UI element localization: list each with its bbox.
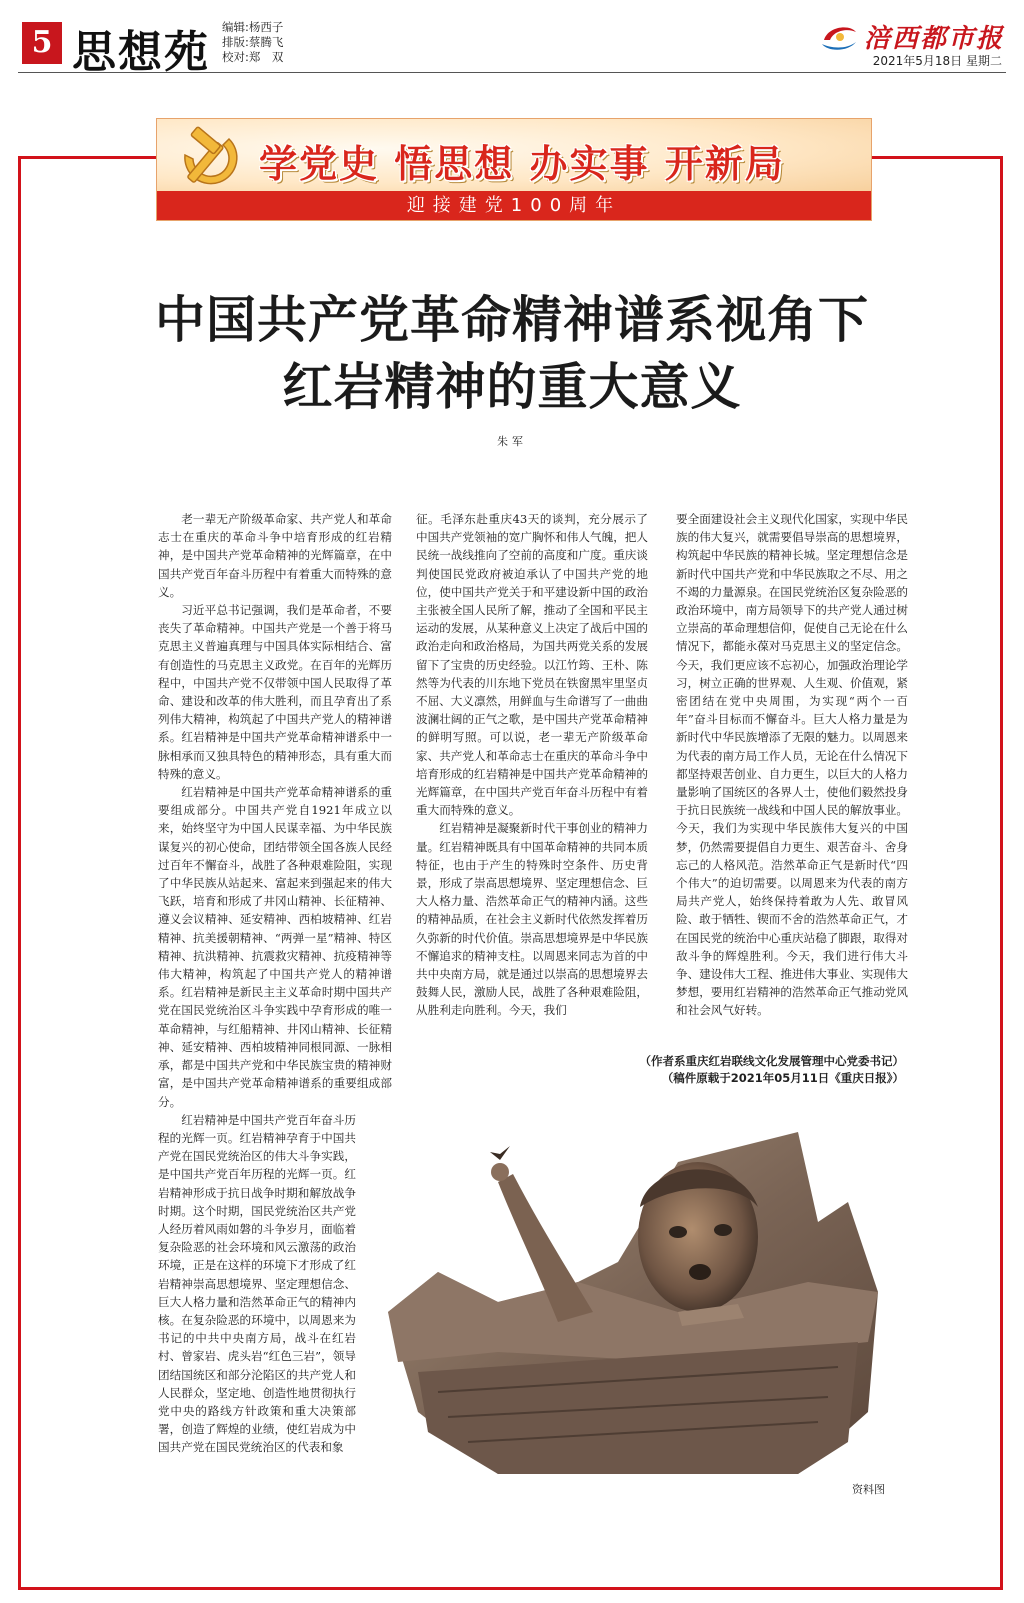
paragraph: 征。毛泽东赴重庆43天的谈判，充分展示了中国共产党领袖的宽广胸怀和伟人气魄，把人民统一战线推向了空前的高度和广度。重庆谈判使国民党政府被迫承认了中国共产党的地位，使中国共产党关于和平建设新中国的政治主张被全国人民所了解，推动了全国和平民主运动的发展，从某种意义上决定了战后中国的政治走向和政治格局，为国共两党关系的发展留下了宝贵的历史经验。以江竹筠、王朴、陈然等为代表的川东地下党员在铁窗黑牢里坚贞不屈、大义凛然，用鲜血与生命谱写了一曲曲波澜壮阔的正气之歌，是中国共产党革命精神的鲜明写照。可以说，老一辈无产阶级革命家、共产党人和革命志士在重庆的革命斗争中培育形成的红岩精神是中国共产党革命精神的光辉篇章，在中国共产党百年奋斗历程中有着重大而特殊的意义。 — [416, 512, 648, 818]
article-column-3 — [676, 510, 908, 1042]
source-note: （稿件原载于2021年05月11日《重庆日报》） — [661, 1071, 904, 1085]
paragraph: 红岩精神是中国共产党百年奋斗历程的光辉一页。红岩精神孕育于中国共产党在国民党统治区的伟大斗争实践，是中国共产党百年历程的光辉一页。红岩精神形成于抗日战争时期和解放战争时期。这个时期，国民党统治区共产党人经历着风雨如磐的斗争岁月，面临着复杂险恶的社会环境和风云激荡的政治环境，正是在这样的环境下才形成了红岩精神崇高思想境界、坚定理想信念、巨大人格力量和浩然革命正气的精神内核。在复杂险恶的环境中，以周恩来为书记的中共中央南方局，战斗在红岩村、曾家岩、虎头岩“红色三岩”，领导团结国统区和部分沦陷区的共产党人和人民群众，坚定地、创造性地贯彻执行党中央的路线方针政策和重大决策部署，创造了辉煌的业绩，使红岩成为中国共产党在国民党统治区的代表和象 — [158, 1112, 356, 1455]
page-number: 5 — [22, 22, 62, 64]
paragraph: 要全面建设社会主义现代化国家，实现中华民族的伟大复兴，就需要倡导崇高的思想境界，构筑起中华民族的精神长城。坚定理想信念是新时代中国共产党和中华民族取之不尽、用之不竭的力量源泉。在国民党统治区复杂险恶的政治环境中，南方局领导下的共产党人通过树立崇高的革命理想信仰，促使自己无论在什么情况下，都能永葆对马克思主义的坚定信念。今天，我们更应该不忘初心，加强政治理论学习，树立正确的世界观、人生观、价值观，紧密团结在党中央周围，为实现“两个一百年”奋斗目标而不懈奋斗。巨大人格力量是为新时代中华民族增添了无限的魅力。以周恩来为代表的南方局工作人员，无论在什么情况下都坚持艰苦创业、自力更生，以巨大的人格力量影响了国统区的各界人士，使他们毅然投身于抗日民族统一战线和中国人民的解放事业。今天，我们为实现中华民族伟大复兴的中国梦，仍然需要提倡自力更生、艰苦奋斗、舍身忘己的人格风范。浩然革命正气是新时代“四个伟大”的迫切需要。以周恩来为代表的南方局共产党人，始终保持着敢为人先、敢冒风险、敢于牺牲、锲而不舍的浩然革命正气，才在国民党的统治中心重庆站稳了脚跟，取得对敌斗争的辉煌胜利。今天，我们进行伟大斗争、建设伟大工程、推进伟大事业、实现伟大梦想，要用红岩精神的浩然革命正气推动党风和社会风气好转。 — [676, 512, 908, 1018]
paragraph: 习近平总书记强调，我们是革命者，不要丧失了革命精神。中国共产党是一个善于将马克思主义普遍真理与中国具体实际相结合、富有创造性的马克思主义政党。在百年的光辉历程中，中国共产党不仅带领中国人民取得了革命、建设和改革的伟大胜利，而且孕育出了系列伟大精神，构筑起了中国共产党人的精神谱系。红岩精神是中国共产党革命精神谱系中一脉相承而又独具特色的精神形态，具有重大而特殊的意义。 — [158, 603, 392, 781]
newspaper-brand — [820, 18, 1004, 55]
headline-line-2: 红岩精神的重大意义 — [282, 358, 742, 416]
paragraph: 老一辈无产阶级革命家、共产党人和革命志士在重庆的革命斗争中培育形成的红岩精神，是中国共产党革命精神的光辉篇章，在中国共产党百年奋斗历程中有着重大而特殊的意义。 — [158, 512, 392, 599]
author-note — [640, 1053, 905, 1087]
banner-subline: 迎接建党100周年 — [157, 191, 871, 220]
article-column-2 — [416, 510, 648, 1042]
masthead-rule — [18, 72, 1006, 73]
newspaper-name: 涪西都市报 — [863, 24, 1004, 54]
frame-top-right — [872, 156, 1003, 159]
author-affiliation: （作者系重庆红岩联线文化发展管理中心党委书记） — [639, 1054, 904, 1068]
hammer-and-sickle-icon — [171, 125, 249, 197]
author-byline: 朱军 — [497, 435, 527, 448]
photo-caption: 资料图 — [852, 1483, 885, 1496]
paragraph: 红岩精神是凝聚新时代干事创业的精神力量。红岩精神既具有中国革命精神的共同本质特征，也由于产生的特殊时空条件、历史背景，形成了崇高思想境界、坚定理想信念、巨大人格力量、浩然革命正气的精神内涵。这些的精神品质，在社会主义新时代依然发挥着历久弥新的时代价值。崇高思想境界是中华民族不懈追求的精神支柱。以周恩来同志为首的中共中央南方局，就是通过以崇高的思想境界去鼓舞人民，激励人民，战胜了各种艰难险阻，从胜利走向胜利。今天，我们 — [416, 821, 648, 1018]
credit-layout: 排版:蔡腾飞 — [222, 35, 284, 49]
editor-credits — [222, 20, 283, 65]
frame-top-left — [18, 156, 156, 159]
credit-editor: 编辑:杨西子 — [222, 20, 284, 34]
party-history-banner — [156, 118, 872, 221]
newspaper-logo-icon — [820, 22, 858, 52]
section-title: 思想苑 — [72, 27, 210, 78]
paragraph: 红岩精神是中国共产党革命精神谱系的重要组成部分。中国共产党自1921年成立以来，始终坚守为中国人民谋幸福、为中华民族谋复兴的初心使命，团结带领全国各族人民经过百年不懈奋斗，战胜了各种艰难险阻，实现了中华民族从站起来、富起来到强起来的伟大飞跃，培育和形成了井冈山精神、长征精神、遵义会议精神、延安精神、西柏坡精神、红岩精神、抗美援朝精神、“两弹一星”精神、特区精神、抗洪精神、抗震救灾精神、抗疫精神等伟大精神，构筑起了中国共产党人的精神谱系。红岩精神是新民主主义革命时期中国共产党在国民党统治区斗争实践中孕育形成的唯一革命精神，与红船精神、井冈山精神、长征精神、延安精神、西柏坡精神同根同源、一脉相承，都是中国共产党和中华民族宝贵的精神财富，是中国共产党革命精神谱系的重要组成部分。 — [158, 785, 392, 1109]
sculpture-photo — [378, 1112, 890, 1474]
issue-date: 2021年5月18日 星期二 — [872, 54, 1002, 68]
article-column-1 — [158, 510, 392, 1572]
banner-slogan: 学党史 悟思想 办实事 开新局 — [259, 142, 785, 186]
headline-line-1: 中国共产党革命精神谱系视角下 — [155, 291, 869, 349]
credit-proofreader: 校对:郑 双 — [222, 50, 284, 64]
